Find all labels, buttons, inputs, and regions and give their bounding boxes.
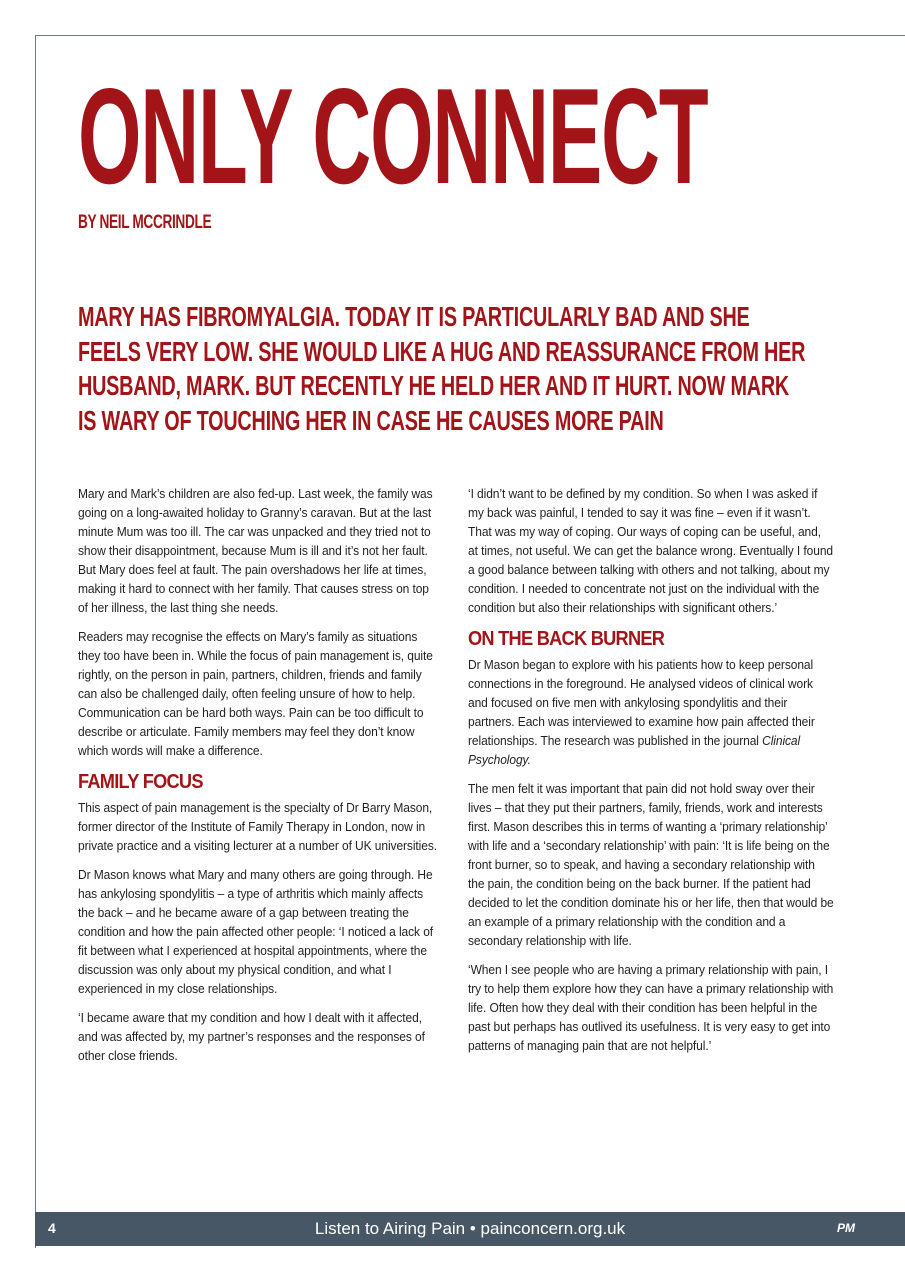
subheading-back-burner: ON THE BACK BURNER [468, 628, 665, 650]
footer-tagline: Listen to Airing Pain • painconcern.org.uk [314, 1219, 626, 1238]
page-number: 4 [48, 1220, 56, 1236]
paragraph: Mary and Mark’s children are also fed-up. Last week, the family was going on a long-awaited holiday to Granny’s caravan. But at the last minute Mum was too ill. The car was unpacked and they tried not to show their disappointment, because Mum is ill and it’s not her fault. But Mary does feel at fault. The pain overshadows her life at times, making it hard to connect with her family. That causes stress on top of her illness, the last thing she needs. [78, 486, 433, 615]
pain-matters-logo: PM [837, 1221, 855, 1235]
paragraph: This aspect of pain management is the specialty of Dr Barry Mason, former director of the Institute of Family Therapy in London, now in private practice and a visiting lecturer at a number of UK universities. [78, 800, 437, 853]
article-title: ONLY CONNECT [78, 60, 708, 212]
article-deck: MARY HAS FIBROMYALGIA. TODAY IT IS PARTICULARLY BAD AND SHE FEELS VERY LOW. SHE WOULD LIKE A HUG AND REASSURANCE FROM HER HUSBAND, MARK. BUT RECENTLY HE HELD HER AND IT HURT. NOW MARK IS WARY OF TOUCHING HER IN CASE HE CAUSES MORE PAIN [78, 301, 806, 436]
byline: BY NEIL MCCRINDLE [78, 212, 212, 233]
left-column [78, 484, 438, 1075]
paragraph: ‘I became aware that my condition and how I dealt with it affected, and was affected by, my partner’s responses and the responses of other close friends. [78, 1010, 425, 1063]
journal-name: Clinical Psychology. [468, 733, 801, 767]
paragraph: The men felt it was important that pain did not hold sway over their lives – that they put their partners, family, friends, work and interests first. Mason describes this in terms of wanting a ‘primary relationship’ with life and a ‘secondary relationship’ with pain: ‘It is life being on the front burner, so to speak, and having a secondary relationship with the pain, the condition being on the back burner. If the patient had decided to let the condition dominate his or her life, then that would be an example of a primary relationship with the condition and a secondary relationship with life. [468, 781, 834, 948]
paragraph [468, 655, 834, 769]
subheading-family-focus: FAMILY FOCUS [78, 771, 203, 793]
paragraph: Dr Mason knows what Mary and many others are going through. He has ankylosing spondylitis – a type of arthritis which mainly affects the back – and he became aware of a gap between treating the condition and how the pain affected other people: ‘I noticed a lack of fit between what I experienced at hospital appointments, where the discussion was only about my physical condition, and what I experienced in my close relationships. [78, 867, 434, 996]
page-footer [35, 1212, 905, 1246]
right-column [468, 484, 834, 1065]
paragraph: ‘When I see people who are having a primary relationship with pain, I try to help them explore how they can have a primary relationship with life. Often how they deal with their condition has been helpful in the past but perhaps has outlived its usefulness. It is very easy to get into patterns of managing pain that are not helpful.’ [468, 962, 834, 1053]
paragraph: ‘I didn’t want to be defined by my condition. So when I was asked if my back was painful, I tended to say it was fine – even if it wasn’t. That was my way of coping. Our ways of coping can be useful, and, at times, not useful. We can get the balance wrong. Eventually I found a good balance between talking with others and not talking, about my condition. I needed to concentrate not just on the individual with the condition but also their relationships with significant others.’ [468, 486, 833, 615]
paragraph-text: Dr Mason began to explore with his patients how to keep personal connections in the foreground. He analysed videos of clinical work and focused on five men with ankylosing spondylitis and their partners. Each was interviewed to examine how pain affected their relationships. The research was published in the journal [468, 657, 815, 748]
paragraph: Readers may recognise the effects on Mary’s family as situations they too have been in. While the focus of pain management is, quite rightly, on the person in pain, partners, children, friends and family can also be challenged daily, often feeling unsure of how to help. Communication can be hard both ways. Pain can be too difficult to describe or articulate. Family members may feel they don’t know which words will make a difference. [78, 629, 433, 758]
